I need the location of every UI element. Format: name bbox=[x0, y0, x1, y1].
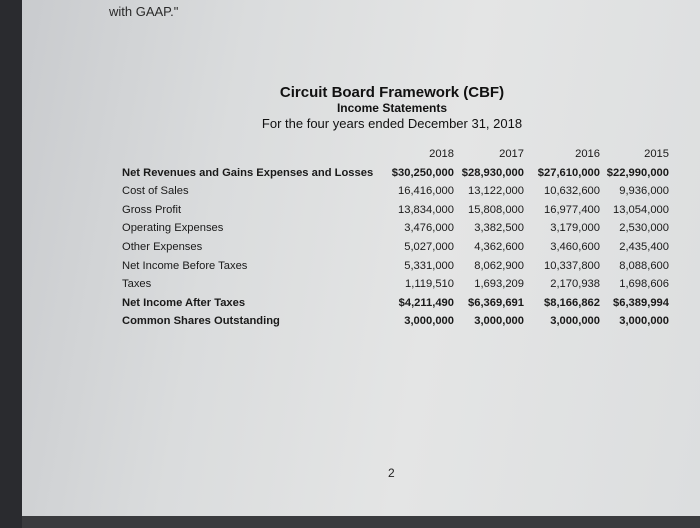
cell-value: 3,000,000 bbox=[404, 315, 454, 328]
cell-value: $8,166,862 bbox=[544, 296, 600, 309]
income-statement-table bbox=[122, 145, 682, 331]
table-row bbox=[122, 164, 682, 183]
statement-period: For the four years ended December 31, 2018 bbox=[261, 116, 523, 131]
cell-value: 2,170,938 bbox=[550, 278, 600, 291]
row-label: Operating Expenses bbox=[122, 222, 224, 235]
cell-value: 8,088,600 bbox=[619, 259, 669, 272]
row-label: Net Income Before Taxes bbox=[122, 259, 248, 272]
table-header-row bbox=[122, 145, 682, 164]
cell-value: 13,834,000 bbox=[398, 203, 454, 216]
company-title: Circuit Board Framework (CBF) bbox=[279, 84, 505, 101]
row-label: Gross Profit bbox=[122, 203, 182, 216]
row-label: Net Revenues and Gains Expenses and Losses bbox=[122, 166, 374, 179]
cell-value: 13,122,000 bbox=[468, 185, 524, 198]
statement-header bbox=[192, 84, 592, 131]
cell-value: 2,530,000 bbox=[619, 222, 669, 235]
row-label: Cost of Sales bbox=[122, 185, 189, 198]
year-header: 2015 bbox=[644, 148, 669, 160]
cell-value: 10,337,800 bbox=[544, 259, 600, 272]
cell-value: 3,000,000 bbox=[474, 315, 524, 328]
year-header: 2018 bbox=[429, 148, 454, 160]
table-row bbox=[122, 275, 682, 294]
cell-value: 3,000,000 bbox=[550, 315, 600, 328]
table-row bbox=[122, 312, 682, 331]
table-row bbox=[122, 294, 682, 313]
statement-subtitle: Income Statements bbox=[336, 101, 448, 115]
cell-value: 10,632,600 bbox=[544, 185, 600, 198]
document-page bbox=[22, 0, 700, 516]
cell-value: 4,362,600 bbox=[474, 240, 524, 253]
row-label: Net Income After Taxes bbox=[122, 296, 246, 309]
cell-value: 3,000,000 bbox=[619, 315, 669, 328]
cell-value: 13,054,000 bbox=[613, 203, 669, 216]
cell-value: $4,211,490 bbox=[398, 296, 454, 309]
cell-value: 2,435,400 bbox=[619, 240, 669, 253]
year-header: 2017 bbox=[499, 148, 524, 160]
table-row bbox=[122, 238, 682, 257]
cell-value: $6,389,994 bbox=[613, 296, 669, 309]
table-row bbox=[122, 182, 682, 201]
cell-value: 5,027,000 bbox=[404, 240, 454, 253]
cell-value: 15,808,000 bbox=[468, 203, 524, 216]
row-label: Common Shares Outstanding bbox=[122, 315, 280, 328]
cell-value: 9,936,000 bbox=[619, 185, 669, 198]
year-header: 2016 bbox=[575, 148, 600, 160]
page-bottom-shadow bbox=[22, 516, 700, 528]
cell-value: 16,977,400 bbox=[544, 203, 600, 216]
page-number: 2 bbox=[388, 466, 395, 480]
cell-value: 3,460,600 bbox=[550, 240, 600, 253]
cell-value: $28,930,000 bbox=[461, 166, 524, 179]
row-label: Taxes bbox=[122, 278, 152, 291]
table-row bbox=[122, 257, 682, 276]
cell-value: $6,369,691 bbox=[468, 296, 524, 309]
cell-value: $27,610,000 bbox=[537, 166, 600, 179]
cell-value: $22,990,000 bbox=[606, 166, 669, 179]
cell-value: $30,250,000 bbox=[391, 166, 454, 179]
cell-value: 8,062,900 bbox=[474, 259, 524, 272]
top-text-fragment: with GAAP." bbox=[109, 4, 179, 19]
cell-value: 5,331,000 bbox=[404, 259, 454, 272]
cell-value: 1,693,209 bbox=[474, 278, 524, 291]
cell-value: 3,476,000 bbox=[404, 222, 454, 235]
cell-value: 3,179,000 bbox=[550, 222, 600, 235]
row-label: Other Expenses bbox=[122, 240, 203, 253]
cell-value: 16,416,000 bbox=[398, 185, 454, 198]
table-row bbox=[122, 219, 682, 238]
cell-value: 1,698,606 bbox=[619, 278, 669, 291]
cell-value: 1,119,510 bbox=[405, 278, 454, 291]
cell-value: 3,382,500 bbox=[474, 222, 524, 235]
table-row bbox=[122, 201, 682, 220]
